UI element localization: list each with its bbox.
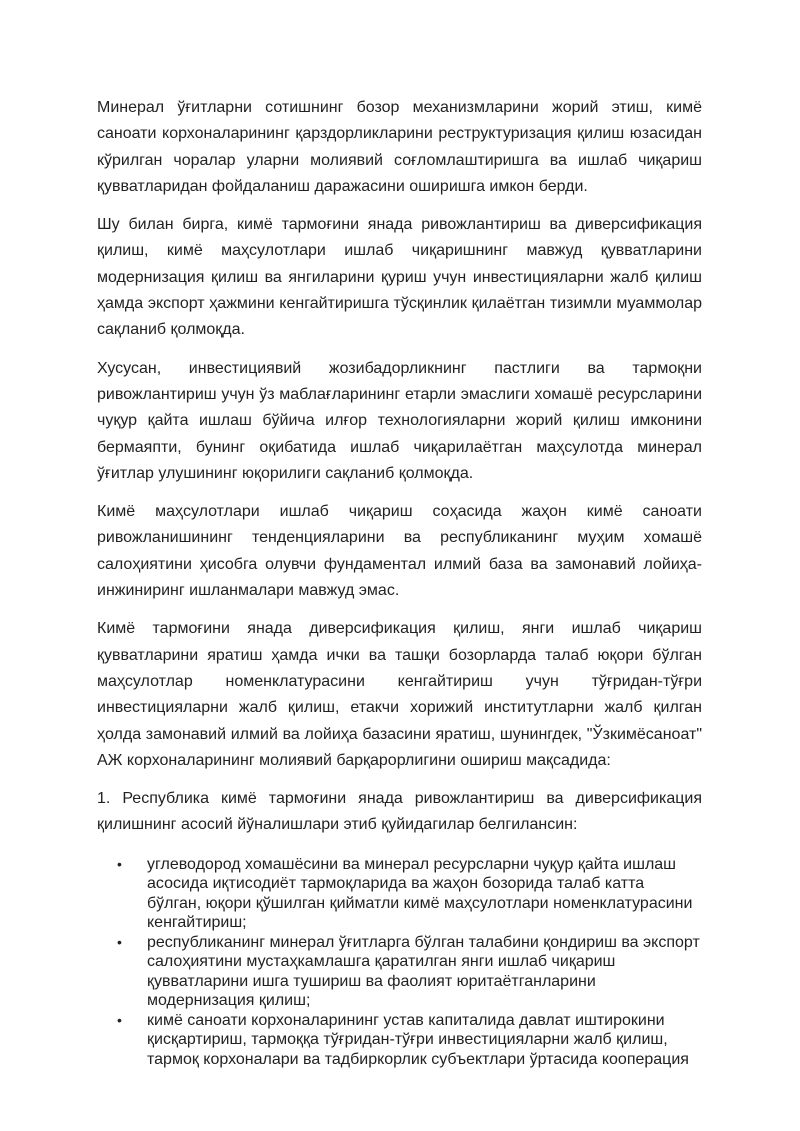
list-item [117, 1011, 702, 1070]
paragraph-3: Хусусан, инвестициявий жозибадорликнинг пастлиги ва тармоқни ривожлантириш учун ўз маблағларининг етарли эмаслиги хомашё ресурсларини чуқур қайта ишлаш бўйича илғор технологияларни жорий қилиш имконини бермаяпти, бунинг оқибатида ишлаб чиқарилаётган маҳсулотда минерал ўғитлар улушининг юқорилиги сақланиб қолмоқда. [97, 359, 702, 482]
list-item-text: кимё саноати корхоналарининг устав капиталида давлат иштирокини қисқартириш, тармоққа тўғридан-тўғри инвестицияларни жалб қилиш, тармоқ корхоналари ва тадбиркорлик субъектлари ўртасида кооперация [147, 1011, 689, 1068]
paragraph-6-numbered-item: 1. Республика кимё тармоғини янада ривожлантириш ва диверсификация қилишнинг асосий йўналишлари этиб қуйидагилар белгилансин: [97, 790, 702, 834]
bullet-list [97, 855, 702, 1070]
paragraph-5: Кимё тармоғини янада диверсификация қилиш, янги ишлаб чиқариш қувватларини яратиш ҳамда ички ва ташқи бозорларда талаб юқори бўлган маҳсулотлар номенклатурасини кенгайтириш учун тўғридан-тўғри инвестицияларни жалб қилиш, етакчи хорижий институтларни жалб қилган ҳолда замонавий илмий ва лойиҳа базасини яратиш, шунингдек, "Ўзкимёсаноат" АЖ корхоналарининг молиявий барқарорлигини ошириш мақсадида: [97, 620, 702, 769]
document-page [97, 95, 702, 1069]
list-item [117, 933, 702, 1011]
list-item-text: республиканинг минерал ўғитларга бўлган талабини қондириш ва экспорт салоҳиятини мустаҳкамлашга қаратилган янги ишлаб чиқариш қувватларини ишга тушириш ва фаолият юритаётганларини модернизация қилиш; [147, 933, 700, 1010]
bullet-icon: • [117, 933, 122, 950]
paragraph-2: Шу билан бирга, кимё тармоғини янада ривожлантириш ва диверсификация қилиш, кимё маҳсулотлари ишлаб чиқаришнинг мавжуд қувватларини модернизация қилиш ва янгиларини қуриш учун инвестицияларни жалб қилиш ҳамда экспорт ҳажмини кенгайтиришга тўсқинлик қилаётган тизимли муаммолар сақланиб қолмоқда. [97, 216, 702, 339]
paragraph-1: Минерал ўғитларни сотишнинг бозор механизмларини жорий этиш, кимё саноати корхоналарининг қарздорликларини реструктуризация қилиш юзасидан кўрилган чоралар уларни молиявий соғломлаштиришга ва ишлаб чиқариш қувватларидан фойдаланиш даражасини оширишга имкон берди. [97, 99, 702, 195]
bullet-icon: • [117, 855, 122, 872]
paragraph-4: Кимё маҳсулотлари ишлаб чиқариш соҳасида жаҳон кимё саноати ривожланишининг тенденцияларини ва республиканинг муҳим хомашё салоҳиятини ҳисобга олувчи фундаментал илмий база ва замонавий лойиҳа-инжиниринг ишланмалари мавжуд эмас. [97, 503, 702, 600]
bullet-icon: • [117, 1011, 122, 1028]
list-item-text: углеводород хомашёсини ва минерал ресурсларни чуқур қайта ишлаш асосида иқтисодиёт тармоқларида ва жаҳон бозорида талаб катта бўлган, юқори қўшилган қийматли кимё маҳсулотлари номенклатурасини кенгайтириш; [147, 855, 693, 932]
list-item [117, 855, 702, 933]
